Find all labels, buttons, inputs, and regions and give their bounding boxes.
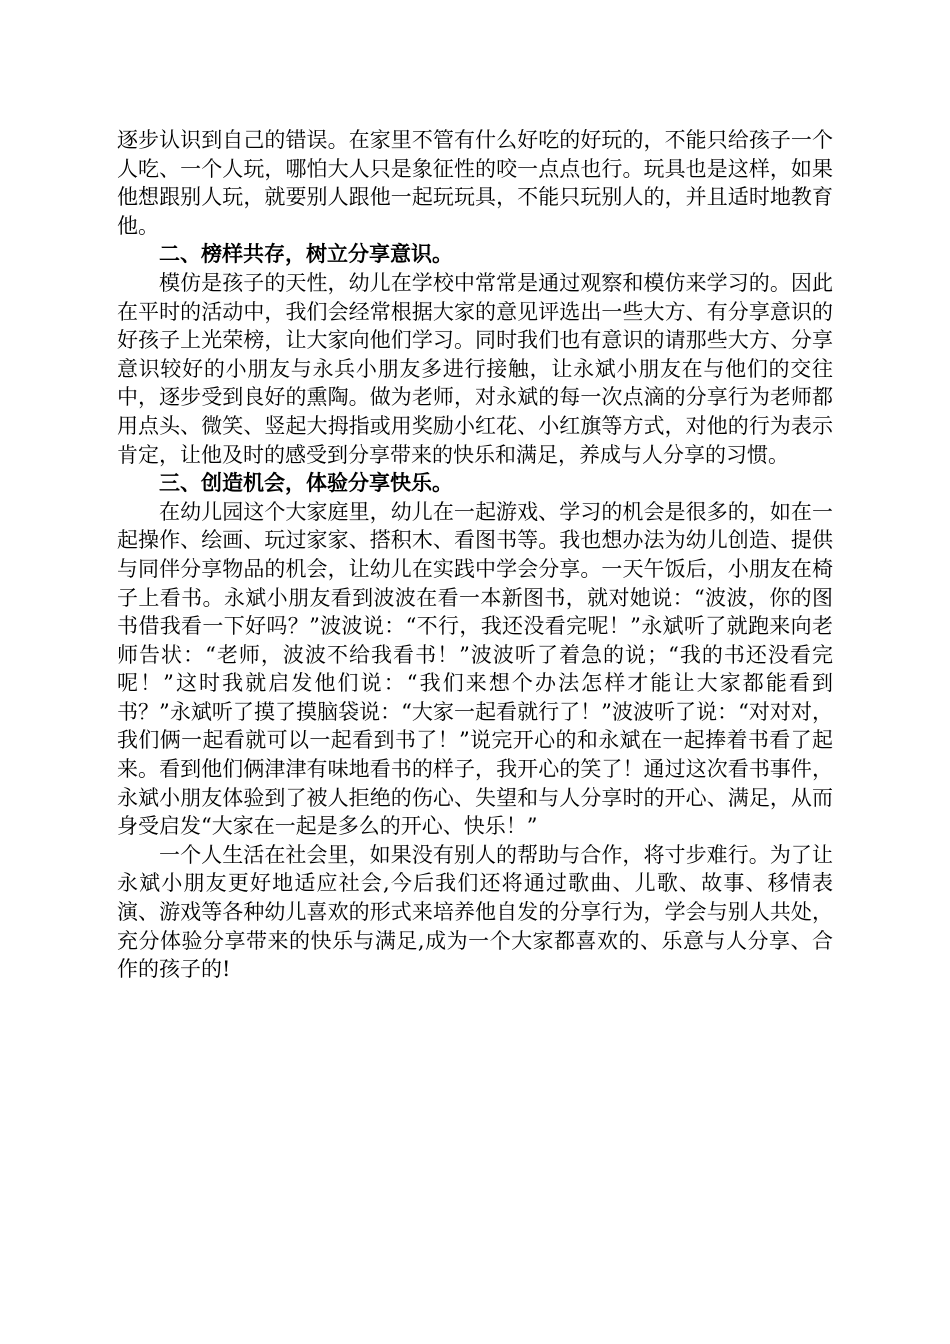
conclusion-paragraph: 一个人生活在社会里，如果没有别人的帮助与合作，将寸步难行。为了让永斌小朋友更好地适应社会,今后我们还将通过歌曲、儿歌、故事、移情表演、游戏等各种幼儿喜欢的形式来培养他自发的分享行为，学会与别人共处，充分体验分享带来的快乐与满足,成为一个大家都喜欢的、乐意与人分享、合作的孩子的!: [117, 842, 833, 982]
section-2-heading: 二、榜样共存，树立分享意识。: [159, 241, 453, 267]
section-3-paragraph: 在幼儿园这个大家庭里，幼儿在一起游戏、学习的机会是很多的，如在一起操作、绘画、玩过家家、搭积木、看图书等。我也想办法为幼儿创造、提供与同伴分享物品的机会，让幼儿在实践中学会分享。一天午饭后，小朋友在椅子上看书。永斌小朋友看到波波在看一本新图书，就对她说：“波波，你的图书借我看一下好吗？”波波说：“不行，我还没看完呢！”永斌听了就跑来向老师告状：“老师，波波不给我看书！”波波听了着急的说；“我的书还没看完呢！”这时我就启发他们说：“我们来想个办法怎样才能让大家都能看到书？”永斌听了摸了摸脑袋说：“大家一起看就行了！”波波听了说：“对对对，我们俩一起看就可以一起看到书了！”说完开心的和永斌在一起捧着书看了起来。看到他们俩津津有味地看书的样子，我开心的笑了！通过这次看书事件，永斌小朋友体验到了被人拒绝的伤心、失望和与人分享时的开心、满足，从而身受启发“大家在一起是多么的开心、快乐！”: [117, 499, 833, 839]
section-3-heading: 三、创造机会，体验分享快乐。: [159, 470, 453, 496]
intro-continuation-paragraph: 逐步认识到自己的错误。在家里不管有什么好吃的好玩的，不能只给孩子一个人吃、一个人玩，哪怕大人只是象征性的咬一点点也行。玩具也是这样，如果他想跟别人玩，就要别人跟他一起玩玩具，不能只玩别人的，并且适时地教育他。: [117, 128, 833, 238]
section-2-paragraph: 模仿是孩子的天性，幼儿在学校中常常是通过观察和模仿来学习的。因此在平时的活动中，我们会经常根据大家的意见评选出一些大方、有分享意识的好孩子上光荣榜，让大家向他们学习。同时我们也有意识的请那些大方、分享意识较好的小朋友与永兵小朋友多进行接触，让永斌小朋友在与他们的交往中，逐步受到良好的熏陶。做为老师，对永斌的每一次点滴的分享行为老师都用点头、微笑、竖起大拇指或用奖励小红花、小红旗等方式，对他的行为表示肯定，让他及时的感受到分享带来的快乐和满足，养成与人分享的习惯。: [117, 270, 833, 467]
document-page: [117, 126, 833, 984]
